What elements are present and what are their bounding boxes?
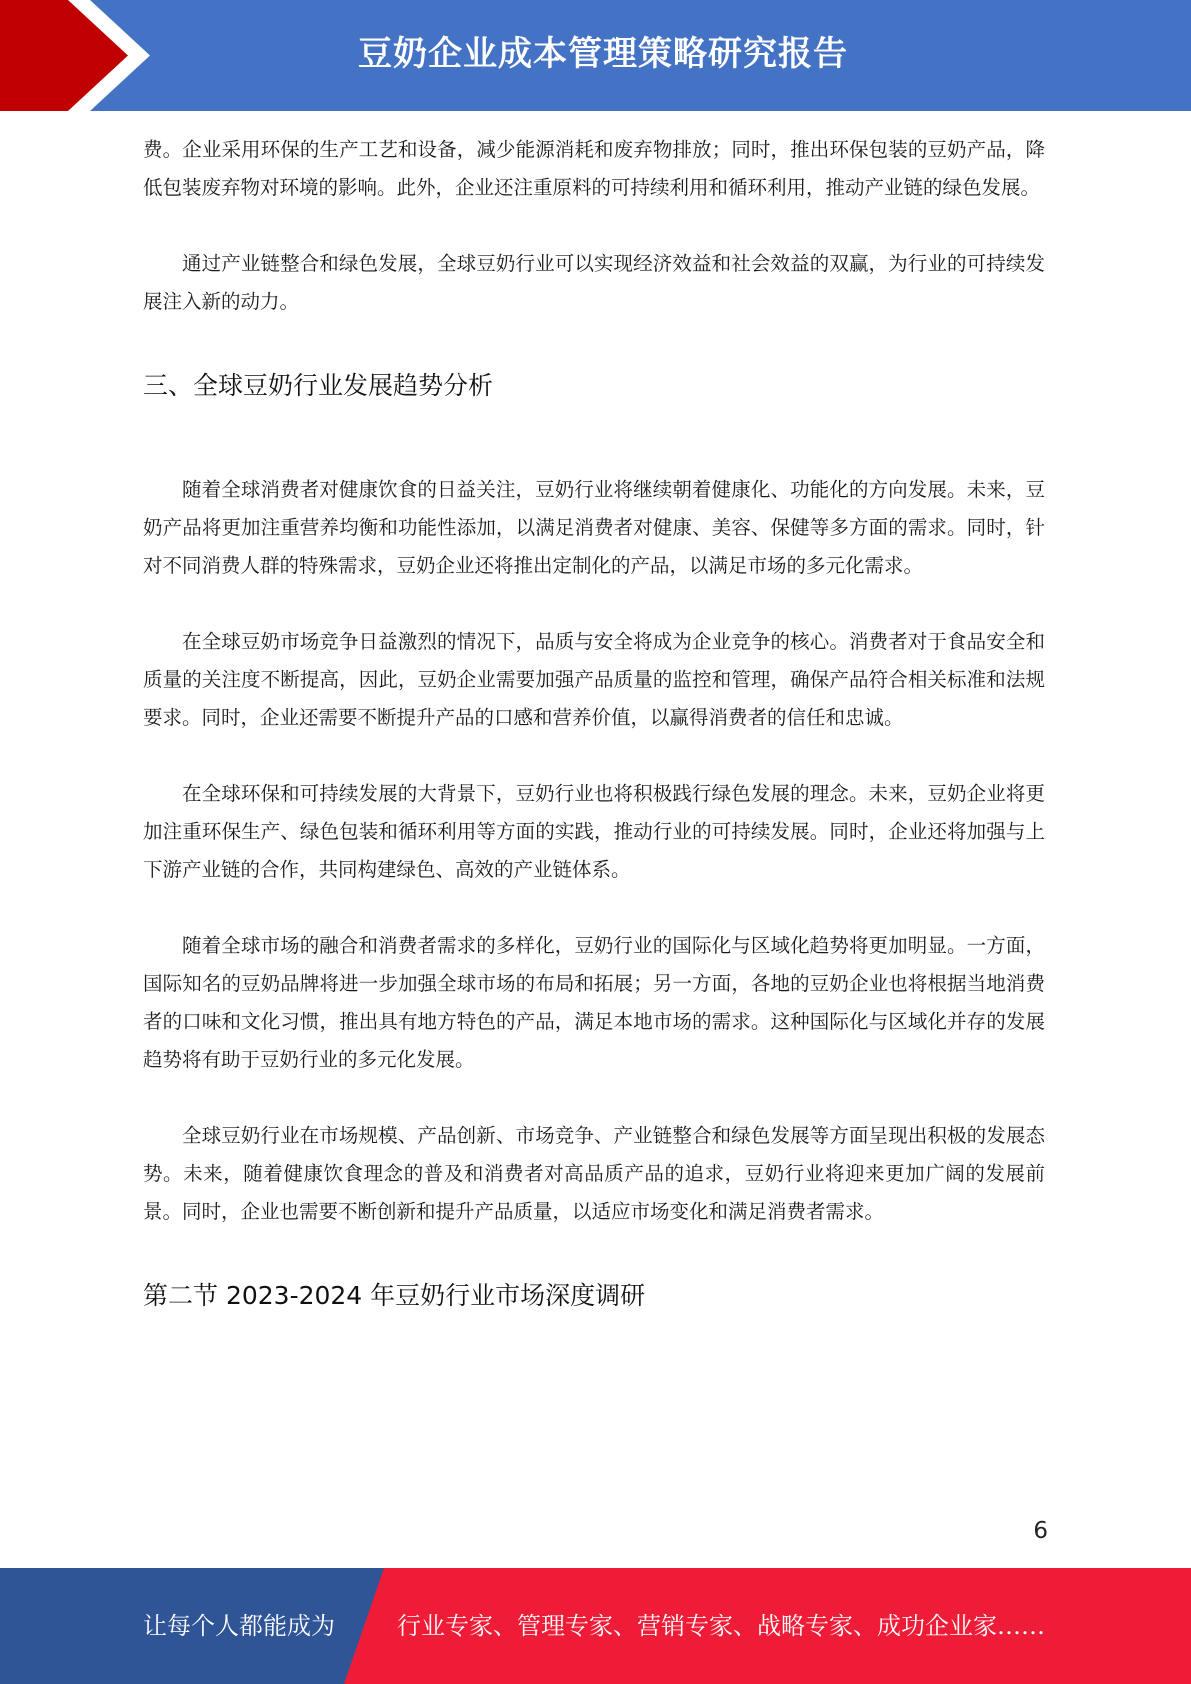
paragraph-gap — [143, 585, 1045, 623]
paragraph: 在全球环保和可持续发展的大背景下，豆奶行业也将积极践行绿色发展的理念。未来，豆奶企业将更加注重环保生产、绿色包装和循环利用等方面的实践，推动行业的可持续发展。同时，企业还将加强与上下游产业链的合作，共同构建绿色、高效的产业链体系。 — [143, 782, 1045, 881]
paragraph-gap — [143, 321, 1045, 367]
subsection-heading: 第二节 2023-2024 年豆奶行业市场深度调研 — [143, 1281, 646, 1310]
paragraph: 在全球豆奶市场竞争日益激烈的情况下，品质与安全将成为企业竞争的核心。消费者对于食品安全和质量的关注度不断提高，因此，豆奶企业需要加强产品质量的监控和管理，确保产品符合相关标准和法规要求。同时，企业还需要不断提升产品的口感和营养价值，以赢得消费者的信任和忠诚。 — [143, 630, 1045, 729]
page-header — [0, 0, 1191, 111]
paragraph: 费。企业采用环保的生产工艺和设备，减少能源消耗和废弃物排放；同时，推出环保包装的豆奶产品，降低包装废弃物对环境的影响。此外，企业还注重原料的可持续利用和循环利用，推动产业链的绿色发展。 — [143, 138, 1045, 199]
section-heading: 三、全球豆奶行业发展趋势分析 — [143, 371, 494, 400]
paragraph-gap — [143, 1079, 1045, 1117]
paragraph: 随着全球市场的融合和消费者需求的多样化，豆奶行业的国际化与区域化趋势将更加明显。一方面，国际知名的豆奶品牌将进一步加强全球市场的布局和拓展；另一方面，各地的豆奶企业也将根据当地消费者的口味和文化习惯，推出具有地方特色的产品，满足本地市场的需求。这种国际化与区域化并存的发展趋势将有助于豆奶行业的多元化发展。 — [143, 934, 1045, 1071]
page-number: 6 — [1033, 1518, 1048, 1544]
paragraph: 通过产业链整合和绿色发展，全球豆奶行业可以实现经济效益和社会效益的双赢，为行业的可持续发展注入新的动力。 — [143, 252, 1045, 313]
footer-slogan-left: 让每个人都能成为 — [143, 1612, 335, 1640]
paragraph-gap — [143, 405, 1045, 471]
paragraph-gap — [143, 889, 1045, 927]
footer-slogan-right: 行业专家、管理专家、营销专家、战略专家、成功企业家…… — [397, 1612, 1045, 1640]
page-footer — [0, 1568, 1191, 1684]
paragraph: 随着全球消费者对健康饮食的日益关注，豆奶行业将继续朝着健康化、功能化的方向发展。未来，豆奶产品将更加注重营养均衡和功能性添加，以满足消费者对健康、美容、保健等多方面的需求。同时，针对不同消费人群的特殊需求，豆奶企业还将推出定制化的产品，以满足市场的多元化需求。 — [143, 478, 1045, 577]
paragraph-gap — [143, 737, 1045, 775]
header-arrow-red — [0, 0, 128, 111]
paragraph-gap — [143, 1231, 1045, 1277]
header-arrow-decoration — [0, 0, 160, 111]
header-title: 豆奶企业成本管理策略研究报告 — [358, 34, 848, 74]
paragraph: 全球豆奶行业在市场规模、产品创新、市场竞争、产业链整合和绿色发展等方面呈现出积极的发展态势。未来，随着健康饮食理念的普及和消费者对高品质产品的追求，豆奶行业将迎来更加广阔的发展前景。同时，企业也需要不断创新和提升产品质量，以适应市场变化和满足消费者需求。 — [143, 1124, 1045, 1223]
paragraph-gap — [143, 207, 1045, 245]
document-body — [143, 131, 1045, 1315]
